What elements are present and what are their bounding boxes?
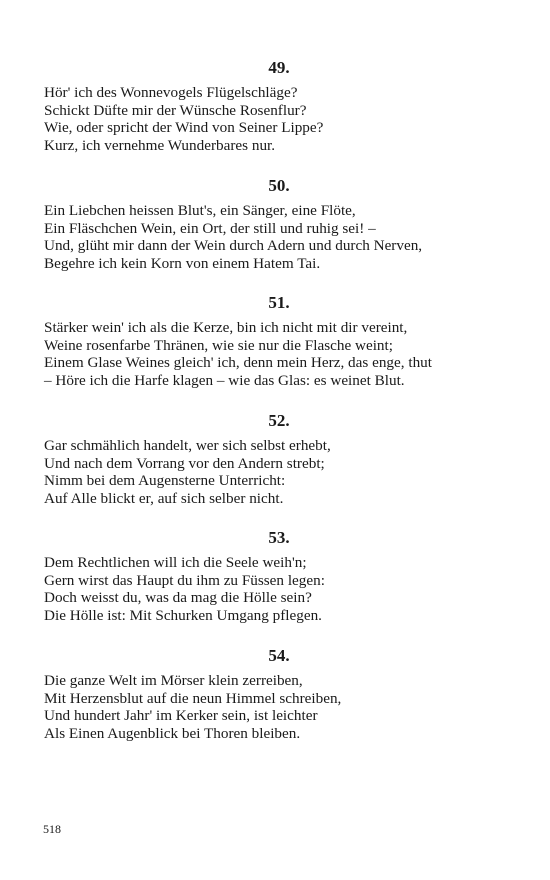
verse-line: Die Hölle ist: Mit Schurken Umgang pflegen.: [44, 606, 322, 624]
verse-line: Und hundert Jahr' im Kerker sein, ist leichter: [44, 707, 318, 725]
verse-line: Ein Fläschchen Wein, ein Ort, der still und ruhig sei! –: [44, 219, 376, 237]
verse-line: Hör' ich des Wonnevogels Flügelschläge?: [44, 84, 298, 101]
verse-line: Gar schmählich handelt, wer sich selbst erhebt,: [44, 437, 331, 454]
page-number: 518: [43, 822, 61, 836]
verse-line: Nimm bei dem Augensterne Unterricht:: [44, 472, 286, 490]
stanza-number: 49.: [268, 58, 290, 77]
verse-line: Schickt Düfte mir der Wünsche Rosenflur?: [44, 101, 307, 119]
verse-line: Weine rosenfarbe Thränen, wie sie nur die Flasche weint;: [44, 336, 393, 354]
stanza-52: [44, 411, 514, 507]
stanza-number: 51.: [268, 293, 290, 312]
stanza-number: 54.: [268, 646, 290, 665]
verse-line: Gern wirst das Haupt du ihm zu Füssen legen:: [44, 571, 325, 589]
stanza-50: [44, 176, 514, 272]
verse-line: – Höre ich die Harfe klagen – wie das Glas: es weinet Blut.: [44, 371, 405, 389]
stanza-number: 52.: [268, 411, 290, 430]
verse-line: Mit Herzensblut auf die neun Himmel schreiben,: [44, 689, 342, 707]
verse-line: Ein Liebchen heissen Blut's, ein Sänger, eine Flöte,: [44, 202, 356, 219]
verse-line: Einem Glase Weines gleich' ich, denn mein Herz, das enge, thut: [44, 354, 432, 372]
verse-line: Auf Alle blickt er, auf sich selber nicht.: [44, 489, 284, 507]
verse-line: Wie, oder spricht der Wind von Seiner Lippe?: [44, 119, 324, 137]
verse-line: Begehre ich kein Korn von einem Hatem Tai.: [44, 254, 321, 272]
stanza-number: 53.: [268, 528, 290, 547]
stanza-49: [44, 58, 514, 154]
verse-line: Stärker wein' ich als die Kerze, bin ich nicht mit dir vereint,: [44, 319, 408, 336]
verse-line: Die ganze Welt im Mörser klein zerreiben,: [44, 672, 303, 689]
verse-line: Und nach dem Vorrang vor den Andern strebt;: [44, 454, 325, 472]
stanza-number: 50.: [268, 176, 290, 195]
stanza-53: [44, 528, 514, 624]
verse-line: Kurz, ich vernehme Wunderbares nur.: [44, 136, 276, 154]
verse-line: Dem Rechtlichen will ich die Seele weih'n;: [44, 554, 307, 571]
verse-line: Doch weisst du, was da mag die Hölle sein?: [44, 589, 312, 607]
stanza-51: [44, 293, 514, 389]
verse-line: Und, glüht mir dann der Wein durch Adern und durch Nerven,: [44, 237, 423, 255]
stanza-54: [44, 646, 514, 742]
verse-line: Als Einen Augenblick bei Thoren bleiben.: [44, 724, 301, 742]
